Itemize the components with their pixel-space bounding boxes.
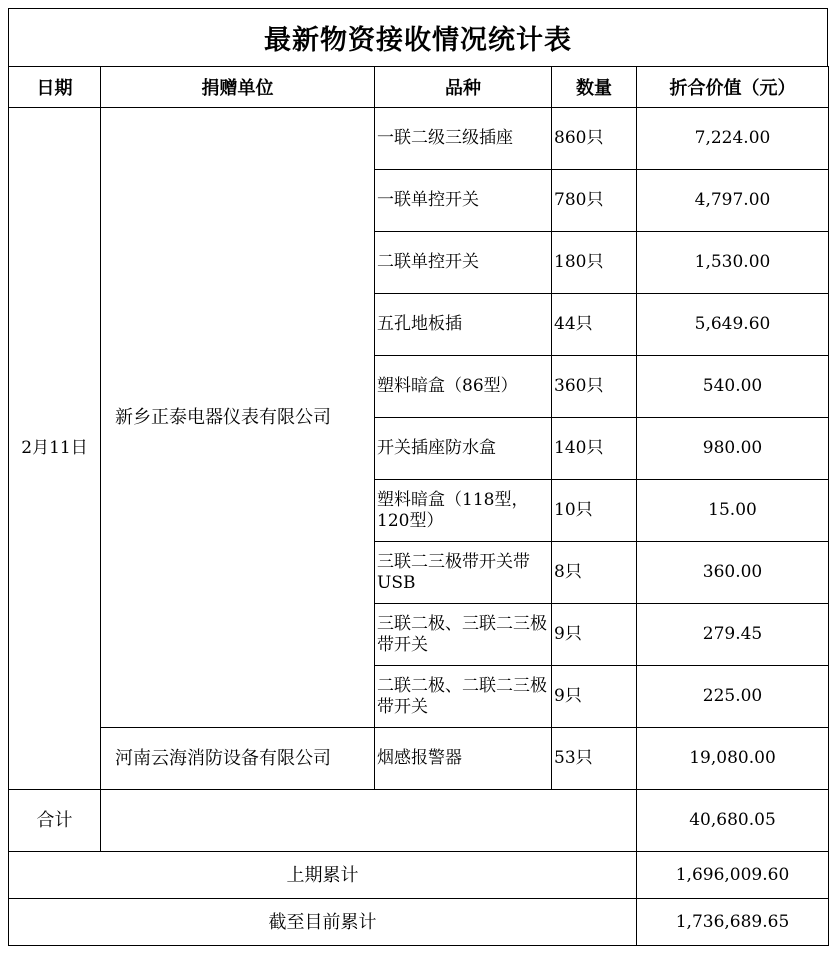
item-cell: 三联二三极带开关带USB <box>375 542 552 604</box>
value-cell: 4,797.00 <box>637 170 829 232</box>
table-title: 最新物资接收情况统计表 <box>8 8 828 66</box>
header-donor: 捐赠单位 <box>101 67 375 108</box>
item-cell: 二联单控开关 <box>375 232 552 294</box>
item-cell: 二联二极、二联二三极带开关 <box>375 666 552 728</box>
date-cell: 2月11日 <box>9 108 101 790</box>
value-cell: 7,224.00 <box>637 108 829 170</box>
item-cell: 烟感报警器 <box>375 728 552 790</box>
item-cell: 一联单控开关 <box>375 170 552 232</box>
previous-label: 上期累计 <box>9 852 637 899</box>
item-cell: 塑料暗盒（86型） <box>375 356 552 418</box>
qty-cell: 180只 <box>552 232 637 294</box>
qty-cell: 140只 <box>552 418 637 480</box>
table-row <box>9 728 829 790</box>
cumulative-value: 1,736,689.65 <box>637 899 829 946</box>
qty-cell: 10只 <box>552 480 637 542</box>
cumulative-label: 截至目前累计 <box>9 899 637 946</box>
table-row <box>9 108 829 170</box>
qty-cell: 44只 <box>552 294 637 356</box>
header-row <box>9 67 829 108</box>
item-cell: 五孔地板插 <box>375 294 552 356</box>
header-date: 日期 <box>9 67 101 108</box>
item-cell: 塑料暗盒（118型，120型） <box>375 480 552 542</box>
donor-cell: 新乡正泰电器仪表有限公司 <box>101 108 375 728</box>
value-cell: 19,080.00 <box>637 728 829 790</box>
total-label: 合计 <box>9 790 101 852</box>
previous-value: 1,696,009.60 <box>637 852 829 899</box>
qty-cell: 860只 <box>552 108 637 170</box>
value-cell: 540.00 <box>637 356 829 418</box>
header-qty: 数量 <box>552 67 637 108</box>
value-cell: 15.00 <box>637 480 829 542</box>
header-item: 品种 <box>375 67 552 108</box>
header-value: 折合价值（元） <box>637 67 829 108</box>
qty-cell: 9只 <box>552 604 637 666</box>
item-cell: 一联二级三级插座 <box>375 108 552 170</box>
qty-cell: 9只 <box>552 666 637 728</box>
cumulative-row <box>9 899 829 946</box>
previous-row <box>9 852 829 899</box>
total-row <box>9 790 829 852</box>
qty-cell: 8只 <box>552 542 637 604</box>
materials-table <box>8 66 829 946</box>
qty-cell: 53只 <box>552 728 637 790</box>
statistics-sheet <box>8 8 828 954</box>
value-cell: 5,649.60 <box>637 294 829 356</box>
value-cell: 225.00 <box>637 666 829 728</box>
value-cell: 980.00 <box>637 418 829 480</box>
qty-cell: 780只 <box>552 170 637 232</box>
value-cell: 360.00 <box>637 542 829 604</box>
item-cell: 三联二极、三联二三极带开关 <box>375 604 552 666</box>
value-cell: 1,530.00 <box>637 232 829 294</box>
total-blank-cell <box>101 790 637 852</box>
donor-cell: 河南云海消防设备有限公司 <box>101 728 375 790</box>
item-cell: 开关插座防水盒 <box>375 418 552 480</box>
value-cell: 279.45 <box>637 604 829 666</box>
total-value: 40,680.05 <box>637 790 829 852</box>
qty-cell: 360只 <box>552 356 637 418</box>
